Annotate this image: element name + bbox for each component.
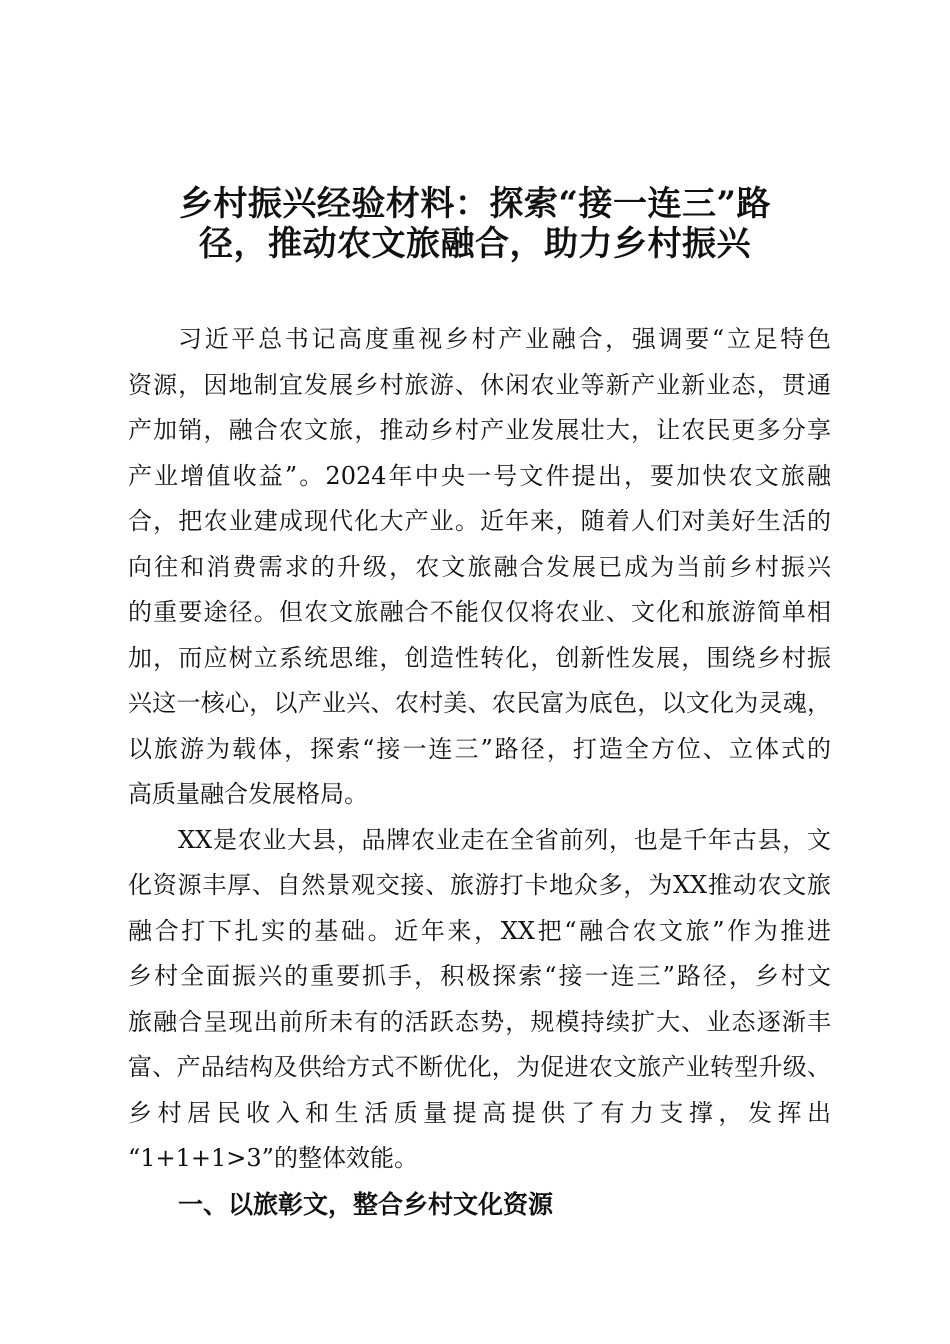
text-line: 化资源丰厚、自然景观交接、旅游打卡地众多，为XX推动农文旅: [128, 871, 831, 899]
section-heading: 一、以旅彰文，整合乡村文化资源: [178, 1189, 554, 1219]
text-line: “1+1+1>3”的整体效能。: [128, 1144, 418, 1172]
text-line: 习近平总书记高度重视乡村产业融合，强调要“立足特色: [178, 325, 831, 353]
text-line: 向往和消费需求的升级，农文旅融合发展已成为当前乡村振兴: [128, 552, 831, 581]
text-line: XX是农业大县，品牌农业走在全省前列，也是千年古县，文: [178, 825, 831, 854]
title-line: 径，推动农文旅融合，助力乡村振兴: [199, 224, 751, 264]
text-line: 高质量融合发展格局。: [128, 780, 368, 808]
text-line: 资源，因地制宜发展乡村旅游、休闲农业等新产业新业态，贯通: [128, 370, 831, 399]
text-line: 融合打下扎实的基础。近年来，XX把“融合农文旅”作为推进: [128, 916, 831, 945]
text-line: 乡村全面振兴的重要抓手，积极探索“接一连三”路径，乡村文: [128, 962, 831, 990]
text-line: 产业增值收益”。2024年中央一号文件提出，要加快农文旅融: [128, 461, 831, 490]
text-line: 富、产品结构及供给方式不断优化，为促进农文旅产业转型升级、: [128, 1053, 831, 1081]
title-line: 乡村振兴经验材料：探索“接一连三”路: [178, 184, 772, 224]
text-line: 产加销，融合农文旅，推动乡村产业发展壮大，让农民更多分享: [128, 416, 831, 444]
text-line: 乡村居民收入和生活质量提高提供了有力支撑，发挥出: [128, 1098, 831, 1127]
document-title: [100, 184, 850, 264]
text-line: 合，把农业建成现代化大产业。近年来，随着人们对美好生活的: [128, 507, 831, 535]
text-line: 加，而应树立系统思维，创造性转化，创新性发展，围绕乡村振: [128, 643, 831, 672]
text-line: 旅融合呈现出前所未有的活跃态势，规模持续扩大、业态逐渐丰: [128, 1007, 831, 1036]
text-line: 以旅游为载体，探索“接一连三”路径，打造全方位、立体式的: [128, 734, 831, 763]
paragraph-2: [128, 818, 831, 1182]
text-line: 兴这一核心，以产业兴、农村美、农民富为底色，以文化为灵魂，: [128, 689, 831, 717]
document-body: [128, 317, 831, 1227]
text-line: 的重要途径。但农文旅融合不能仅仅将农业、文化和旅游简单相: [128, 598, 831, 626]
paragraph-1: [128, 317, 831, 818]
